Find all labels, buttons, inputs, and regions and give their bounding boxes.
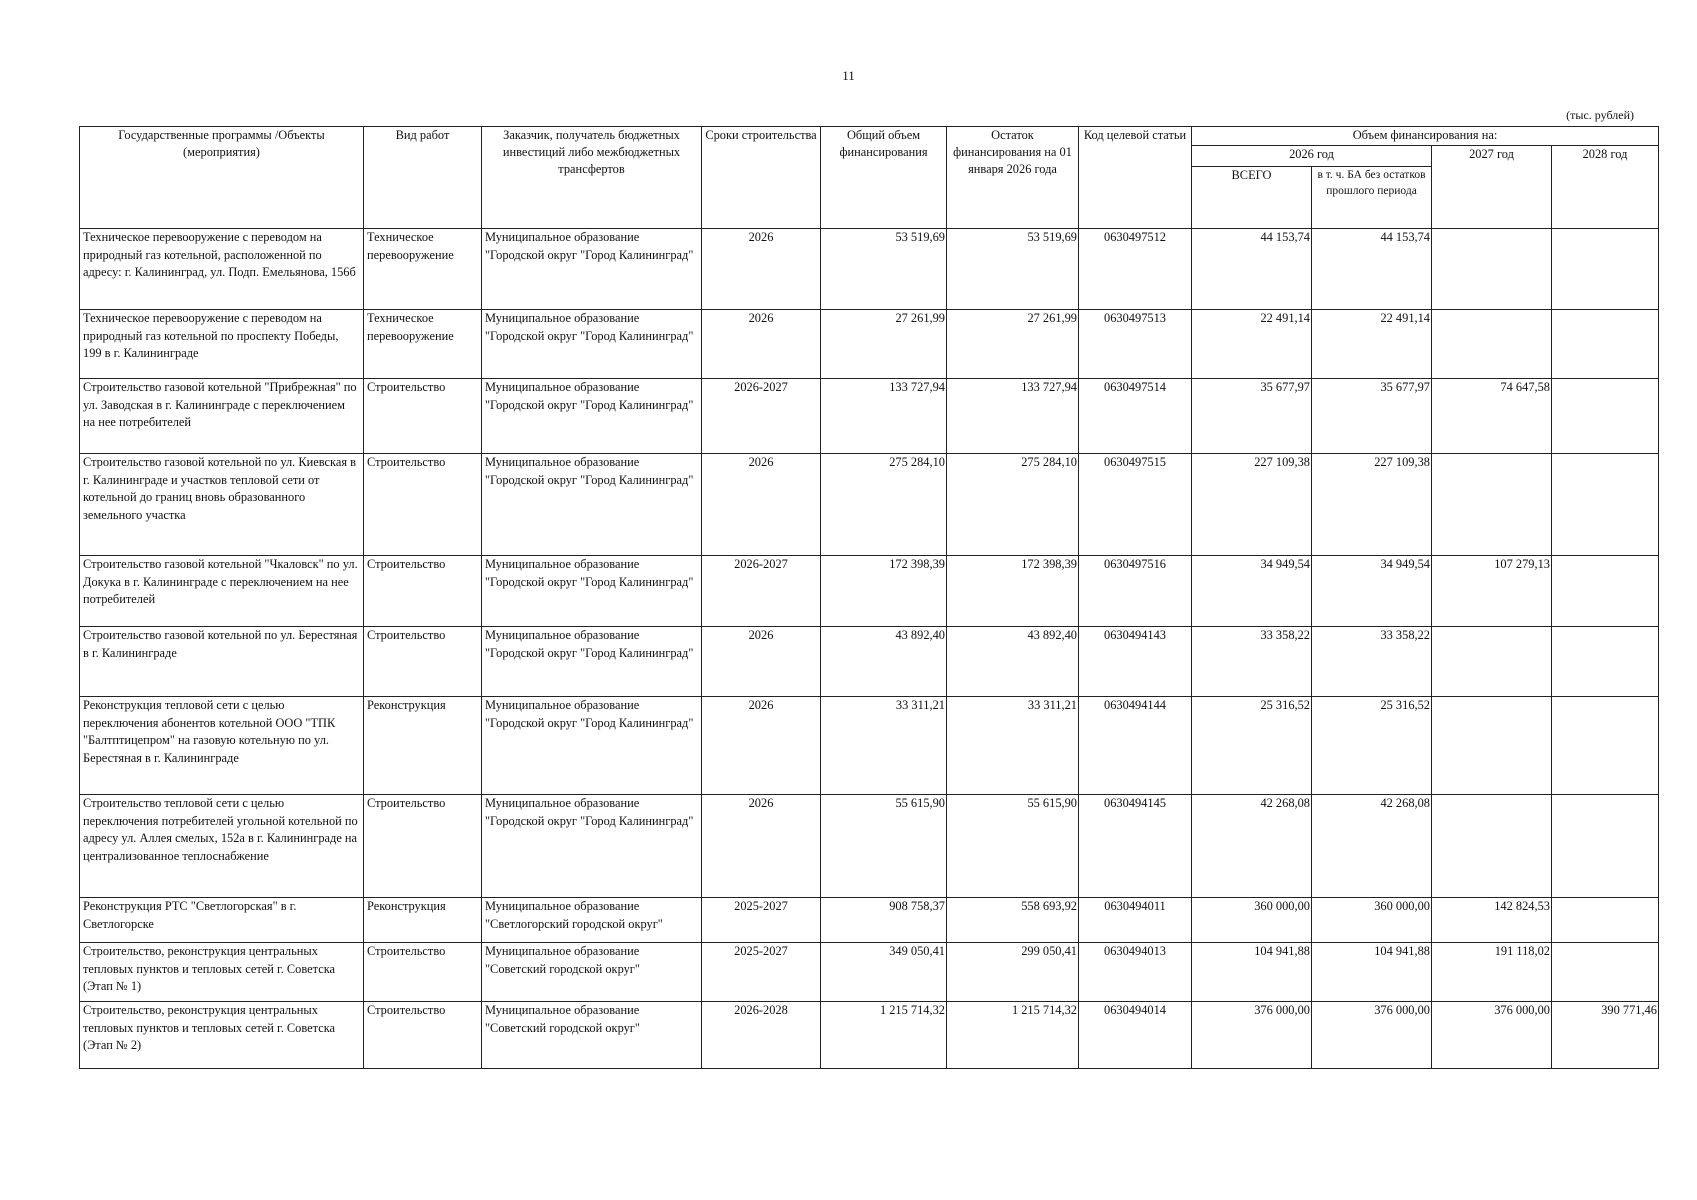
cell-total: 133 727,94 [821,379,947,454]
cell-2026-excl: 104 941,88 [1312,943,1432,1002]
cell-work-type: Строительство [364,454,482,556]
cell-program: Строительство газовой котельной по ул. Киевская в г. Калининграде и участков тепловой сети от котельной до границ вновь образованного земельного участка [80,454,364,556]
cell-2026-excl: 35 677,97 [1312,379,1432,454]
cell-total: 172 398,39 [821,556,947,627]
cell-code: 0630494014 [1079,1002,1192,1069]
table-body [80,229,1659,1069]
cell-code: 0630497515 [1079,454,1192,556]
cell-remaining: 275 284,10 [947,454,1079,556]
cell-remaining: 172 398,39 [947,556,1079,627]
cell-2027 [1432,310,1552,379]
table-row [80,310,1659,379]
page-number: 11 [842,68,855,83]
cell-customer: Муниципальное образование "Городской округ "Город Калининград" [482,795,702,898]
cell-2026-excl: 42 268,08 [1312,795,1432,898]
cell-2026-excl: 25 316,52 [1312,697,1432,795]
cell-2028 [1552,310,1659,379]
cell-customer: Муниципальное образование "Городской округ "Город Калининград" [482,229,702,310]
cell-remaining: 43 892,40 [947,627,1079,697]
cell-2026-excl: 22 491,14 [1312,310,1432,379]
cell-code: 0630494011 [1079,898,1192,943]
cell-total: 1 215 714,32 [821,1002,947,1069]
cell-program: Строительство газовой котельной по ул. Берестяная в г. Калининграде [80,627,364,697]
cell-remaining: 27 261,99 [947,310,1079,379]
units-note: (тыс. рублей) [1566,108,1634,122]
cell-period: 2026-2027 [702,556,821,627]
cell-remaining: 1 215 714,32 [947,1002,1079,1069]
cell-work-type: Строительство [364,379,482,454]
cell-work-type: Строительство [364,556,482,627]
cell-2027 [1432,627,1552,697]
cell-customer: Муниципальное образование "Советский городской округ" [482,943,702,1002]
cell-work-type: Техническое перевооружение [364,310,482,379]
cell-period: 2025-2027 [702,943,821,1002]
cell-period: 2026 [702,229,821,310]
cell-2026-total: 33 358,22 [1192,627,1312,697]
cell-2028 [1552,556,1659,627]
cell-program: Строительство, реконструкция центральных тепловых пунктов и тепловых сетей г. Советска (Этап № 1) [80,943,364,1002]
cell-customer: Муниципальное образование "Городской округ "Город Калининград" [482,627,702,697]
cell-2028 [1552,454,1659,556]
cell-2026-excl: 44 153,74 [1312,229,1432,310]
cell-2026-total: 42 268,08 [1192,795,1312,898]
header-2026-total: ВСЕГО [1192,167,1312,229]
cell-2027 [1432,454,1552,556]
cell-customer: Муниципальное образование "Светлогорский городской округ" [482,898,702,943]
cell-2026-excl: 376 000,00 [1312,1002,1432,1069]
cell-2027: 74 647,58 [1432,379,1552,454]
cell-code: 0630497516 [1079,556,1192,627]
cell-code: 0630497513 [1079,310,1192,379]
cell-2026-excl: 360 000,00 [1312,898,1432,943]
cell-total: 27 261,99 [821,310,947,379]
cell-work-type: Строительство [364,627,482,697]
financing-table [79,126,1659,1069]
cell-code: 0630494145 [1079,795,1192,898]
cell-customer: Муниципальное образование "Советский городской округ" [482,1002,702,1069]
cell-program: Техническое перевооружение с переводом на природный газ котельной по проспекту Победы, 199 в г. Калининграде [80,310,364,379]
table-row [80,898,1659,943]
cell-total: 908 758,37 [821,898,947,943]
cell-2028 [1552,229,1659,310]
header-year-2026: 2026 год [1192,146,1432,167]
cell-total: 55 615,90 [821,795,947,898]
cell-program: Строительство газовой котельной "Прибрежная" по ул. Заводская в г. Калининграде с переключением на нее потребителей [80,379,364,454]
table-row [80,1002,1659,1069]
table-row [80,795,1659,898]
header-2026-excl: в т. ч. БА без остатков прошлого периода [1312,167,1432,229]
cell-total: 349 050,41 [821,943,947,1002]
cell-2027 [1432,795,1552,898]
header-period: Сроки строительства [702,127,821,229]
cell-2027: 107 279,13 [1432,556,1552,627]
cell-2026-excl: 34 949,54 [1312,556,1432,627]
cell-2028 [1552,943,1659,1002]
cell-code: 0630494144 [1079,697,1192,795]
cell-period: 2025-2027 [702,898,821,943]
cell-2026-total: 22 491,14 [1192,310,1312,379]
cell-2026-total: 376 000,00 [1192,1002,1312,1069]
header-financing: Объем финансирования на: [1192,127,1659,146]
cell-2026-excl: 33 358,22 [1312,627,1432,697]
cell-2028 [1552,795,1659,898]
cell-remaining: 55 615,90 [947,795,1079,898]
cell-program: Строительство, реконструкция центральных тепловых пунктов и тепловых сетей г. Советска (Этап № 2) [80,1002,364,1069]
cell-customer: Муниципальное образование "Городской округ "Город Калининград" [482,556,702,627]
header-customer: Заказчик, получатель бюджетных инвестиций либо межбюджетных трансфертов [482,127,702,229]
cell-remaining: 133 727,94 [947,379,1079,454]
cell-work-type: Строительство [364,1002,482,1069]
cell-remaining: 299 050,41 [947,943,1079,1002]
table-row [80,627,1659,697]
cell-work-type: Строительство [364,943,482,1002]
cell-work-type: Строительство [364,795,482,898]
cell-program: Реконструкция РТС "Светлогорская" в г. Светлогорске [80,898,364,943]
cell-2028 [1552,697,1659,795]
cell-period: 2026 [702,795,821,898]
cell-period: 2026-2027 [702,379,821,454]
cell-2027: 191 118,02 [1432,943,1552,1002]
cell-period: 2026 [702,697,821,795]
cell-work-type: Техническое перевооружение [364,229,482,310]
cell-2027 [1432,229,1552,310]
cell-2028: 390 771,46 [1552,1002,1659,1069]
cell-work-type: Реконструкция [364,697,482,795]
cell-period: 2026 [702,310,821,379]
cell-period: 2026-2028 [702,1002,821,1069]
cell-total: 275 284,10 [821,454,947,556]
cell-period: 2026 [702,454,821,556]
cell-customer: Муниципальное образование "Городской округ "Город Калининград" [482,379,702,454]
cell-2026-total: 35 677,97 [1192,379,1312,454]
cell-2026-total: 104 941,88 [1192,943,1312,1002]
cell-total: 33 311,21 [821,697,947,795]
cell-remaining: 53 519,69 [947,229,1079,310]
cell-2026-total: 360 000,00 [1192,898,1312,943]
cell-2026-total: 34 949,54 [1192,556,1312,627]
header-year-2027: 2027 год [1432,146,1552,229]
cell-2028 [1552,898,1659,943]
header-code: Код целевой статьи [1079,127,1192,229]
cell-2026-total: 25 316,52 [1192,697,1312,795]
cell-total: 43 892,40 [821,627,947,697]
header-work-type: Вид работ [364,127,482,229]
table-row [80,229,1659,310]
table-row [80,697,1659,795]
table-row [80,556,1659,627]
cell-2028 [1552,627,1659,697]
cell-2027: 376 000,00 [1432,1002,1552,1069]
header-total: Общий объем финансирования [821,127,947,229]
header-program: Государственные программы /Объекты (мероприятия) [80,127,364,229]
cell-program: Строительство газовой котельной "Чкаловск" по ул. Докука в г. Калининграде с переключением на нее потребителей [80,556,364,627]
cell-2028 [1552,379,1659,454]
cell-2026-total: 44 153,74 [1192,229,1312,310]
cell-customer: Муниципальное образование "Городской округ "Город Калининград" [482,697,702,795]
cell-2026-total: 227 109,38 [1192,454,1312,556]
cell-program: Строительство тепловой сети с целью переключения потребителей угольной котельной по адресу ул. Аллея смелых, 152а в г. Калининграде на централизованное теплоснабжение [80,795,364,898]
table-row [80,943,1659,1002]
cell-customer: Муниципальное образование "Городской округ "Город Калининград" [482,454,702,556]
cell-2027 [1432,697,1552,795]
cell-remaining: 558 693,92 [947,898,1079,943]
cell-2026-excl: 227 109,38 [1312,454,1432,556]
cell-work-type: Реконструкция [364,898,482,943]
cell-remaining: 33 311,21 [947,697,1079,795]
cell-code: 0630497512 [1079,229,1192,310]
cell-code: 0630497514 [1079,379,1192,454]
table-row [80,454,1659,556]
cell-program: Техническое перевооружение с переводом на природный газ котельной, расположенной по адресу: г. Калининград, ул. Подп. Емельянова, 156б [80,229,364,310]
header-remaining: Остаток финансирования на 01 января 2026 года [947,127,1079,229]
cell-period: 2026 [702,627,821,697]
cell-total: 53 519,69 [821,229,947,310]
table-row [80,379,1659,454]
cell-code: 0630494143 [1079,627,1192,697]
header-year-2028: 2028 год [1552,146,1659,229]
cell-2027: 142 824,53 [1432,898,1552,943]
cell-customer: Муниципальное образование "Городской округ "Город Калининград" [482,310,702,379]
cell-code: 0630494013 [1079,943,1192,1002]
cell-program: Реконструкция тепловой сети с целью переключения абонентов котельной ООО "ТПК "Балтптицепром" на газовую котельную по ул. Берестяная в г. Калининграде [80,697,364,795]
